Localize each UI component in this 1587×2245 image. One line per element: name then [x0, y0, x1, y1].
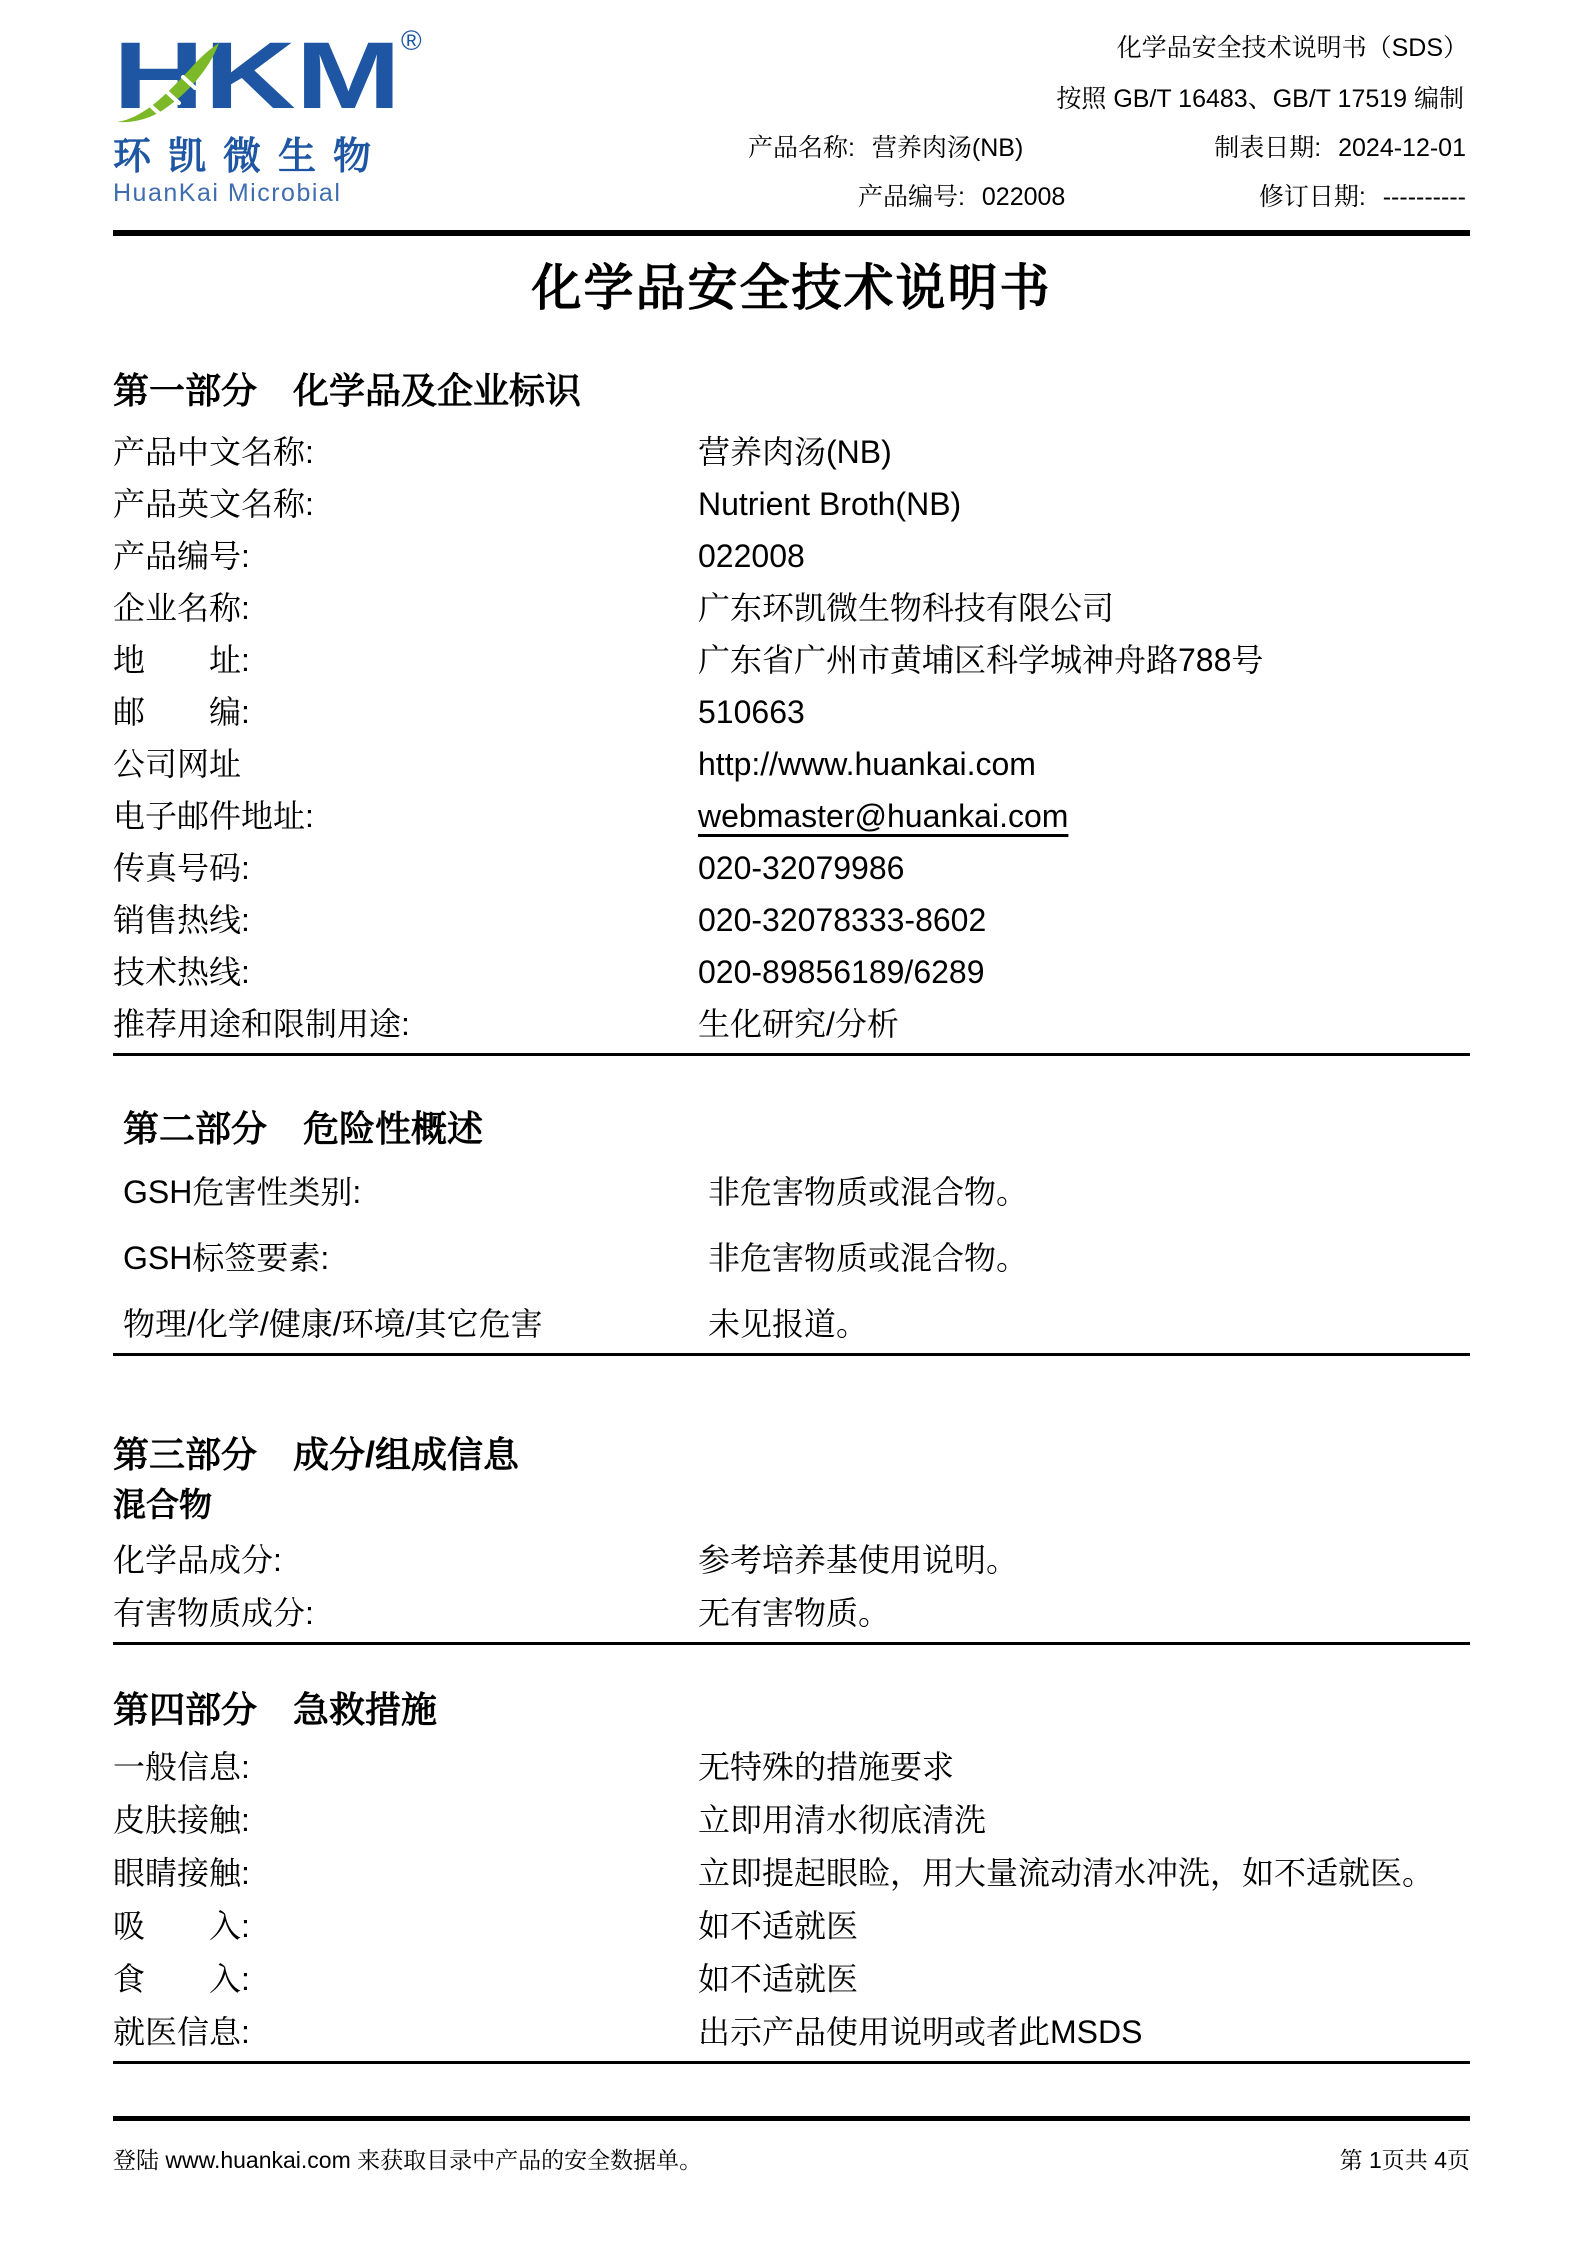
field-value: 如不适就医 — [698, 1908, 859, 1944]
field-label: 物理/化学/健康/环境/其它危害 — [123, 1306, 543, 1342]
registered-trademark-icon: ® — [401, 25, 422, 56]
field-label: 产品中文名称: — [113, 434, 314, 470]
company-logo — [113, 22, 513, 207]
section-subtitle: 混合物 — [113, 1486, 212, 1523]
field-value: 020-89856189/6289 — [698, 954, 985, 990]
revision-date-label: 修订日期: — [1258, 183, 1366, 211]
company-name-chinese: 环凯微生物 — [113, 136, 389, 178]
section-heading: 第二部分 危险性概述 — [123, 1108, 484, 1149]
field-label: 电子邮件地址: — [113, 798, 314, 834]
section-1 — [113, 372, 1470, 1040]
field-value: 如不适就医 — [698, 1961, 859, 1997]
field-label: 技术热线: — [113, 954, 250, 990]
field-row — [113, 436, 1470, 468]
field-value: 生化研究/分析 — [698, 1006, 899, 1042]
field-value: 营养肉汤(NB) — [698, 434, 892, 470]
field-row — [123, 1308, 1470, 1340]
field-label: 就医信息: — [113, 2014, 250, 2050]
field-row — [113, 904, 1470, 936]
field-value: 510663 — [698, 694, 805, 730]
field-label: GSH标签要素: — [123, 1240, 330, 1276]
field-row — [113, 1544, 1470, 1576]
section-heading: 第三部分 成分/组成信息 — [113, 1434, 520, 1475]
field-label: 眼睛接触: — [113, 1855, 250, 1891]
field-value: Nutrient Broth(NB) — [698, 486, 962, 522]
product-name-cell — [748, 136, 1023, 161]
footer-note: 登陆 www.huankai.com 来获取目录中产品的安全数据单。 — [113, 2147, 703, 2173]
field-label: GSH危害性类别: — [123, 1174, 362, 1210]
document-body — [113, 372, 1470, 2064]
product-code-cell — [858, 185, 1065, 210]
field-row — [113, 748, 1470, 780]
date-cell — [1214, 136, 1470, 161]
section-divider — [113, 2061, 1470, 2064]
section-4 — [113, 1691, 1470, 2048]
field-row — [113, 592, 1470, 624]
page-number: 第 1页共 4页 — [1339, 2147, 1470, 2173]
section-heading: 第四部分 急救措施 — [113, 1689, 438, 1730]
email-link[interactable]: webmaster@huankai.com — [698, 798, 1069, 834]
field-row — [113, 852, 1470, 884]
page-footer — [113, 2147, 1470, 2175]
field-row — [113, 1857, 1470, 1889]
section-2 — [113, 1110, 1470, 1340]
field-label: 吸 入: — [113, 1908, 250, 1944]
field-value: 广东环凯微生物科技有限公司 — [698, 590, 1115, 626]
section-heading: 第一部分 化学品及企业标识 — [113, 370, 582, 411]
field-row — [113, 1910, 1470, 1942]
page-title: 化学品安全技术说明书 — [531, 260, 1052, 316]
product-name-value: 营养肉汤(NB) — [871, 134, 1024, 162]
field-row — [113, 1804, 1470, 1836]
field-row — [123, 1176, 1470, 1208]
field-label: 化学品成分: — [113, 1542, 282, 1578]
field-value: 非危害物质或混合物。 — [708, 1174, 1029, 1210]
field-row — [123, 1242, 1470, 1274]
header-row-code — [720, 185, 1470, 210]
date-label: 制表日期: — [1214, 134, 1322, 162]
field-value: 无特殊的措施要求 — [698, 1749, 955, 1785]
field-row — [113, 1963, 1470, 1995]
field-label: 皮肤接触: — [113, 1802, 250, 1838]
field-value: 非危害物质或混合物。 — [708, 1240, 1029, 1276]
field-row — [113, 800, 1470, 832]
field-row — [113, 696, 1470, 728]
product-code-value: 022008 — [981, 183, 1066, 211]
document-type-label: 化学品安全技术说明书（SDS） — [1116, 34, 1468, 62]
field-label: 销售热线: — [113, 902, 250, 938]
field-value: 出示产品使用说明或者此MSDS — [698, 2014, 1143, 2050]
field-label: 邮 编: — [113, 694, 250, 730]
field-row — [113, 644, 1470, 676]
field-label: 企业名称: — [113, 590, 250, 626]
hkm-logo-text: HKM — [113, 23, 401, 129]
section-3 — [113, 1436, 1470, 1629]
field-label: 食 入: — [113, 1961, 250, 1997]
page-header — [113, 0, 1470, 210]
field-value: 无有害物质。 — [698, 1595, 891, 1631]
footer-divider — [113, 2116, 1470, 2121]
field-row — [113, 1751, 1470, 1783]
field-label: 产品编号: — [113, 538, 250, 574]
field-value: 未见报道。 — [708, 1306, 869, 1342]
field-value: 020-32079986 — [698, 850, 905, 886]
revision-cell — [1259, 185, 1470, 210]
section-divider — [113, 1053, 1470, 1056]
header-info-block — [720, 22, 1470, 210]
field-row — [113, 1597, 1470, 1629]
date-value: 2024-12-01 — [1338, 134, 1466, 162]
field-value: 广东省广州市黄埔区科学城神舟路788号 — [698, 642, 1264, 678]
field-label: 公司网址 — [113, 746, 242, 782]
field-row — [113, 488, 1470, 520]
field-label: 推荐用途和限制用途: — [113, 1006, 410, 1042]
field-row — [113, 1008, 1470, 1040]
field-row — [113, 956, 1470, 988]
section-divider — [113, 1353, 1470, 1356]
revision-date-value: ---------- — [1382, 183, 1466, 211]
field-row — [113, 540, 1470, 572]
field-label: 有害物质成分: — [113, 1595, 314, 1631]
field-label: 产品英文名称: — [113, 486, 314, 522]
field-value: 立即提起眼睑，用大量流动清水冲洗，如不适就医。 — [698, 1855, 1435, 1891]
field-value: 022008 — [698, 538, 805, 574]
field-value: http://www.huankai.com — [698, 746, 1036, 782]
field-value: 020-32078333-8602 — [698, 902, 987, 938]
field-row — [113, 2016, 1470, 2048]
field-value: 立即用清水彻底清洗 — [698, 1802, 987, 1838]
product-code-label: 产品编号: — [858, 183, 965, 211]
standards-label: 按照 GB/T 16483、GB/T 17519 编制 — [1056, 85, 1464, 113]
product-name-label: 产品名称: — [748, 134, 855, 162]
section-divider — [113, 1642, 1470, 1645]
header-row-product — [720, 136, 1470, 161]
field-label: 一般信息: — [113, 1749, 250, 1785]
field-label: 地 址: — [113, 642, 250, 678]
field-label: 传真号码: — [113, 850, 250, 886]
field-value: 参考培养基使用说明。 — [698, 1542, 1019, 1578]
hkm-logo-graphic — [113, 22, 423, 130]
company-name-english: HuanKai Microbial — [113, 178, 342, 207]
header-divider — [113, 230, 1470, 236]
